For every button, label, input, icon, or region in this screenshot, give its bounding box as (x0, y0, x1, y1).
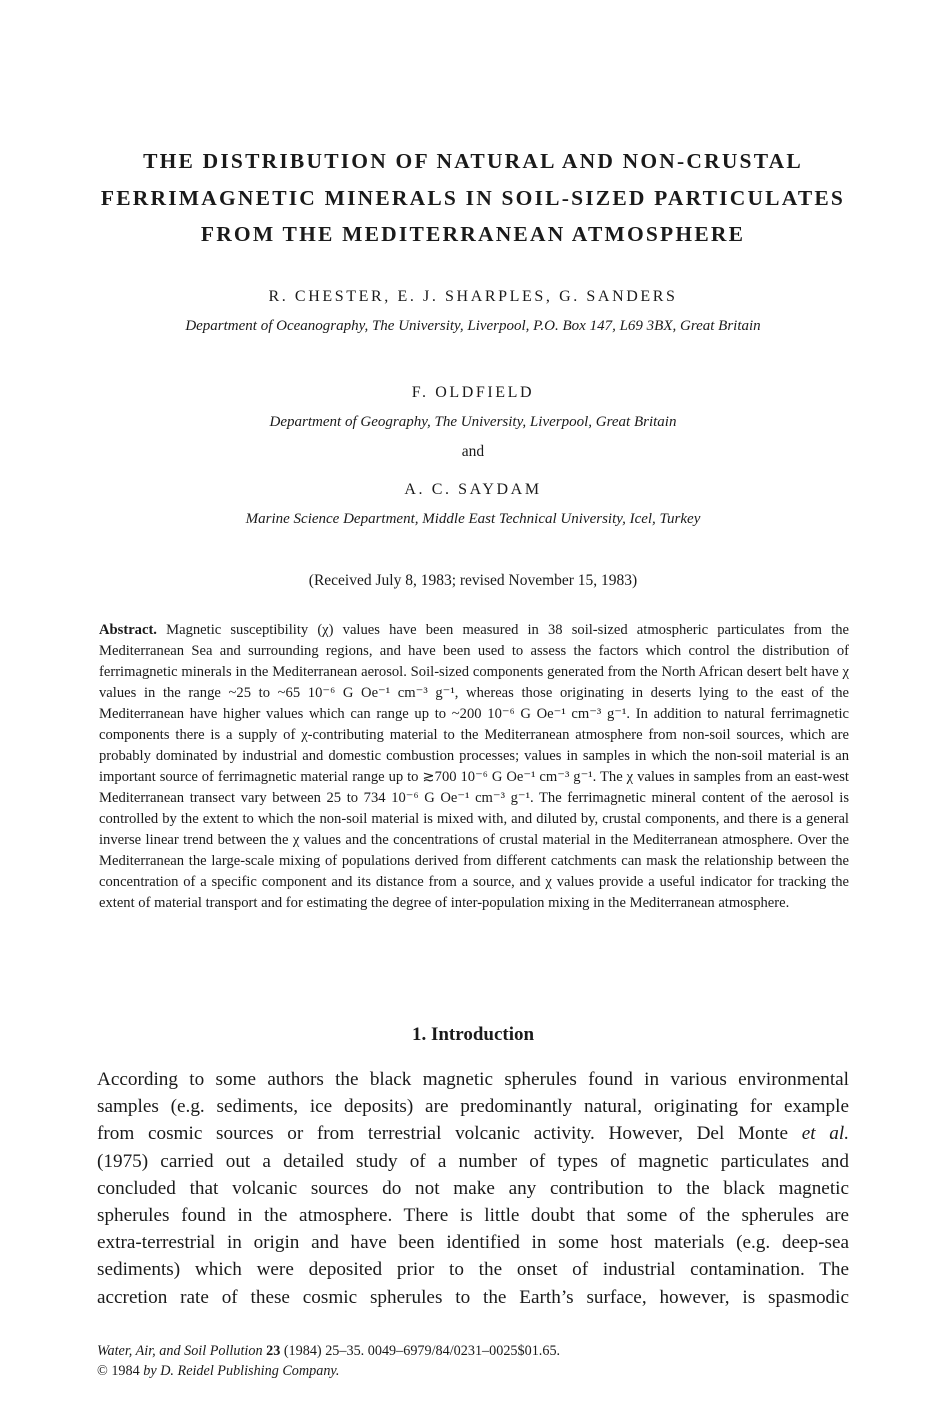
footer-citation-line (97, 1341, 560, 1361)
author-affiliation-1: Department of Oceanography, The University, Liverpool, P.O. Box 147, L69 3BX, Great Britain (185, 318, 761, 334)
intro-line: concluded that volcanic sources do not make any contribution to the black magnetic (97, 1177, 849, 1199)
author-affiliation-3: Marine Science Department, Middle East Technical University, Icel, Turkey (245, 511, 701, 527)
page-footer (97, 1341, 560, 1381)
author-affiliation-2: Department of Geography, The University, Liverpool, Great Britain (269, 414, 677, 430)
intro-line: sediments) which were deposited prior to the onset of industrial contamination. The (97, 1259, 849, 1281)
abstract-label: Abstract. (99, 622, 157, 638)
title-line-2: FERRIMAGNETIC MINERALS IN SOIL-SIZED PARTICULATES (100, 185, 846, 210)
section-heading-introduction: 1. Introduction (411, 1024, 535, 1045)
et-al-citation: et al. (801, 1123, 850, 1145)
journal-citation: (1984) 25–35. 0049–6979/84/0231–0025$01.65. (283, 1343, 561, 1359)
intro-line: (1975) carried out a detailed study of a number of types of magnetic particulates and (97, 1150, 849, 1172)
introduction-body (97, 1066, 849, 1311)
author-names-1: R. CHESTER, E. J. SHARPLES, G. SANDERS (268, 288, 678, 305)
received-dates: (Received July 8, 1983; revised November 15, 1983) (308, 572, 638, 589)
author-names-2: F. OLDFIELD (411, 384, 535, 401)
abstract (99, 620, 849, 914)
author-conjunction: and (461, 443, 485, 460)
copyright-year: © 1984 (97, 1363, 140, 1379)
abstract-text: Magnetic susceptibility (χ) values have been measured in 38 soil-sized atmospheric particulates from the Mediterranean Sea and surrounding regions, and have been used to assess the factors which control the distribution of ferrimagnetic minerals in the Mediterranean aerosol. Soil-sized components generated from the North African desert belt have χ values in the range ~25 to ~65 10⁻⁶ G Oe⁻¹ cm⁻³ g⁻¹, whereas those originating in deserts lying to the east of the Mediterranean have higher values which can range up to ~200 10⁻⁶ G Oe⁻¹ cm⁻³ g⁻¹. In addition to natural ferrimagnetic components there is a supply of χ-contributing material to the Mediterranean atmosphere from non-soil sources, which are probably dominated by industrial and domestic combustion processes; values in samples in which the non-soil material is an important source of ferrimagnetic material range up to ≳700 10⁻⁶ G Oe⁻¹ cm⁻³ g⁻¹. The χ values in samples from an east-west Mediterranean transect vary between 25 to 734 10⁻⁶ G Oe⁻¹ cm⁻³ g⁻¹. The ferrimagnetic mineral content of the aerosol is controlled by the extent to which the non-soil material is mixed with, and diluted by, crustal components, and there is a general inverse linear trend between the χ values and the concentrations of crustal material in the Mediterranean atmosphere. Over the Mediterranean the large-scale mixing of populations derived from different catchments can mask the relationship between the concentration of a specific component and its distance from a source, and χ values provide a useful indicator for tracking the extent of material transport and for estimating the degree of inter-population mixing in the Mediterranean atmosphere. (99, 622, 849, 911)
intro-line: According to some authors the black magnetic spherules found in various environmental (97, 1069, 849, 1090)
intro-line: extra-terrestrial in origin and have been identified in some host materials (e.g. deep-sea (97, 1232, 849, 1254)
intro-line-text: from cosmic sources or from terrestrial volcanic activity. However, Del Monte (97, 1123, 789, 1145)
author-names-3: A. C. SAYDAM (404, 481, 542, 498)
intro-line: accretion rate of these cosmic spherules to the Earth’s surface, however, is spasmodic (97, 1286, 849, 1308)
paper-title (60, 143, 886, 253)
journal-volume: 23 (266, 1343, 281, 1359)
intro-line: samples (e.g. sediments, ice deposits) are predominantly natural, originating for example (97, 1096, 849, 1118)
publisher: by D. Reidel Publishing Company. (143, 1363, 340, 1379)
title-line-1: THE DISTRIBUTION OF NATURAL AND NON-CRUSTAL (143, 149, 803, 173)
title-line-3: FROM THE MEDITERRANEAN ATMOSPHERE (200, 222, 746, 246)
footer-copyright-line (97, 1361, 560, 1381)
journal-name: Water, Air, and Soil Pollution (97, 1343, 263, 1359)
intro-line (97, 1120, 849, 1147)
intro-line: spherules found in the atmosphere. There is little doubt that some of the spherules are (97, 1205, 849, 1227)
